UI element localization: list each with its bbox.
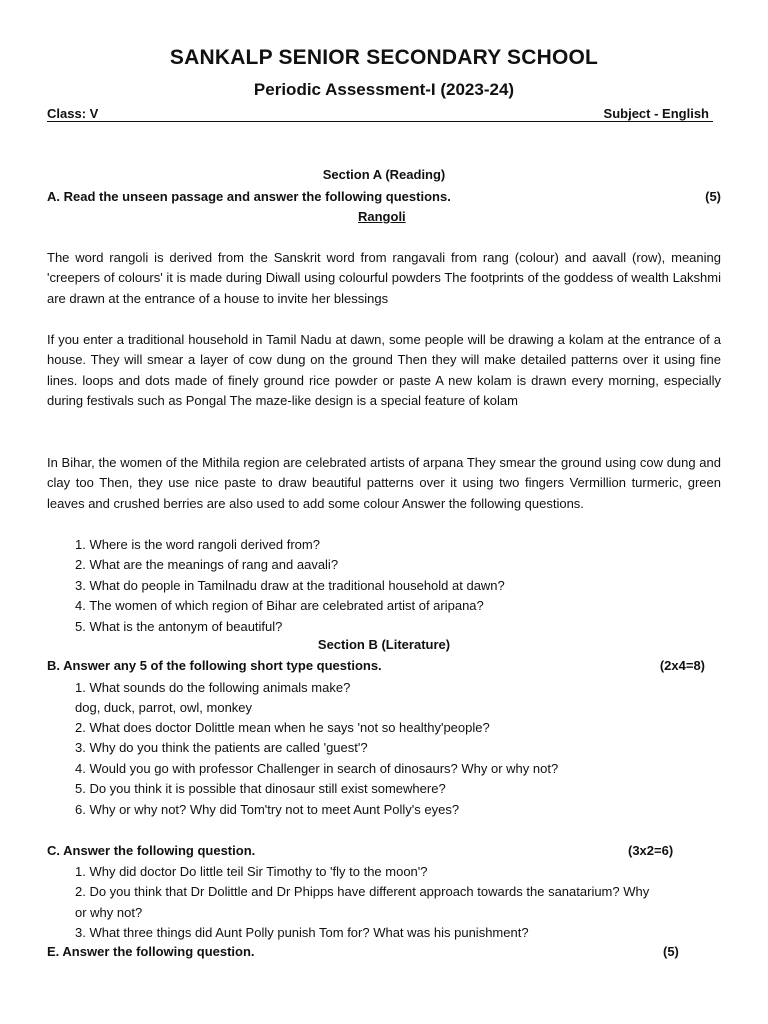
instruction-text: B. Answer any 5 of the following short type questions. [47,658,382,673]
section-b-instruction [47,658,721,673]
section-b-questions [75,718,715,820]
section-b-heading: Section B (Literature) [317,637,451,652]
question-item: 2. What does doctor Dolittle mean when he says 'not so healthy'people? [75,720,490,735]
section-a-heading: Section A (Reading) [322,167,446,182]
marks: (2x4=8) [659,658,705,673]
underline-rule [47,121,713,122]
section-a-instruction [47,189,721,204]
question-item: 1. Why did doctor Do little teil Sir Timothy to 'fly to the moon'? [75,864,428,879]
question-item: 1. Where is the word rangoli derived from? [75,537,320,552]
question-item: 6. Why or why not? Why did Tom'try not to meet Aunt Polly's eyes? [75,801,460,817]
question-item: 4. Would you go with professor Challenger in search of dinosaurs? Why or why not? [75,760,559,776]
question-item: 5. Do you think it is possible that dinosaur still exist somewhere? [75,781,446,797]
question-item: 4. The women of which region of Bihar are celebrated artist of aripana? [75,598,484,614]
passage-paragraph-3: In Bihar, the women of the Mithila region are celebrated artists of arpana They smear the ground using cow dung and clay too Then, they use nice paste to draw beautiful patterns over it using two fingers Vermillion turmeric, green leaves and crushed berries are also used to add some colour Answer the following questions. [47,455,721,511]
section-e-instruction [47,944,721,959]
question-item: 3. Why do you think the patients are called 'guest'? [75,740,368,756]
passage-paragraph-2: If you enter a traditional household in Tamil Nadu at dawn, some people will be drawing a kolam at the entrance of a house. They will smear a layer of cow dung on the ground Then they will make detailed patterns over it using fine lines. loops and dots made of finely ground rice powder or paste A new kolam is drawn every morning, especially during festivals such as Pongal The maze-like design is a special feature of kolam [47,332,721,409]
passage-title: Rangoli [358,209,406,224]
question-item-continued: or why not? [75,904,143,920]
question-item: 3. What three things did Aunt Polly punish Tom for? What was his punishment? [75,925,529,941]
marks: (3x2=6) [628,843,674,858]
subject-label: Subject - English [603,106,709,121]
section-a-questions [75,535,715,637]
section-c-questions [75,862,715,944]
class-label: Class: V [47,106,99,121]
school-name: SANKALP SENIOR SECONDARY SCHOOL [169,46,599,69]
question-item: 5. What is the antonym of beautiful? [75,618,283,634]
question-item: 2. Do you think that Dr Dolittle and Dr Phipps have different approach towards the sanatarium? Why [75,884,650,900]
instruction-text: C. Answer the following question. [47,843,256,858]
section-b-question-1: 1. What sounds do the following animals make? [75,680,351,695]
passage-paragraph-1: The word rangoli is derived from the Sanskrit word from rangavali from rang (colour) and aavall (row), meaning 'creepers of colours' it is made during Diwall using colourful powders The footprints of the goddess of wealth Lakshmi are drawn at the entrance of a house to invite her blessings [47,250,721,306]
instruction-text: A. Read the unseen passage and answer the following questions. [47,189,451,204]
class-subject-line [47,106,713,124]
instruction-text: E. Answer the following question. [47,944,255,959]
marks: (5) [663,944,679,959]
animals-list: dog, duck, parrot, owl, monkey [75,700,253,715]
marks: (5) [705,189,721,204]
question-item: 3. What do people in Tamilnadu draw at the traditional household at dawn? [75,577,505,593]
section-c-instruction [47,843,721,858]
assessment-title: Periodic Assessment-I (2023-24) [253,80,515,99]
question-item: 2. What are the meanings of rang and aavali? [75,557,339,573]
